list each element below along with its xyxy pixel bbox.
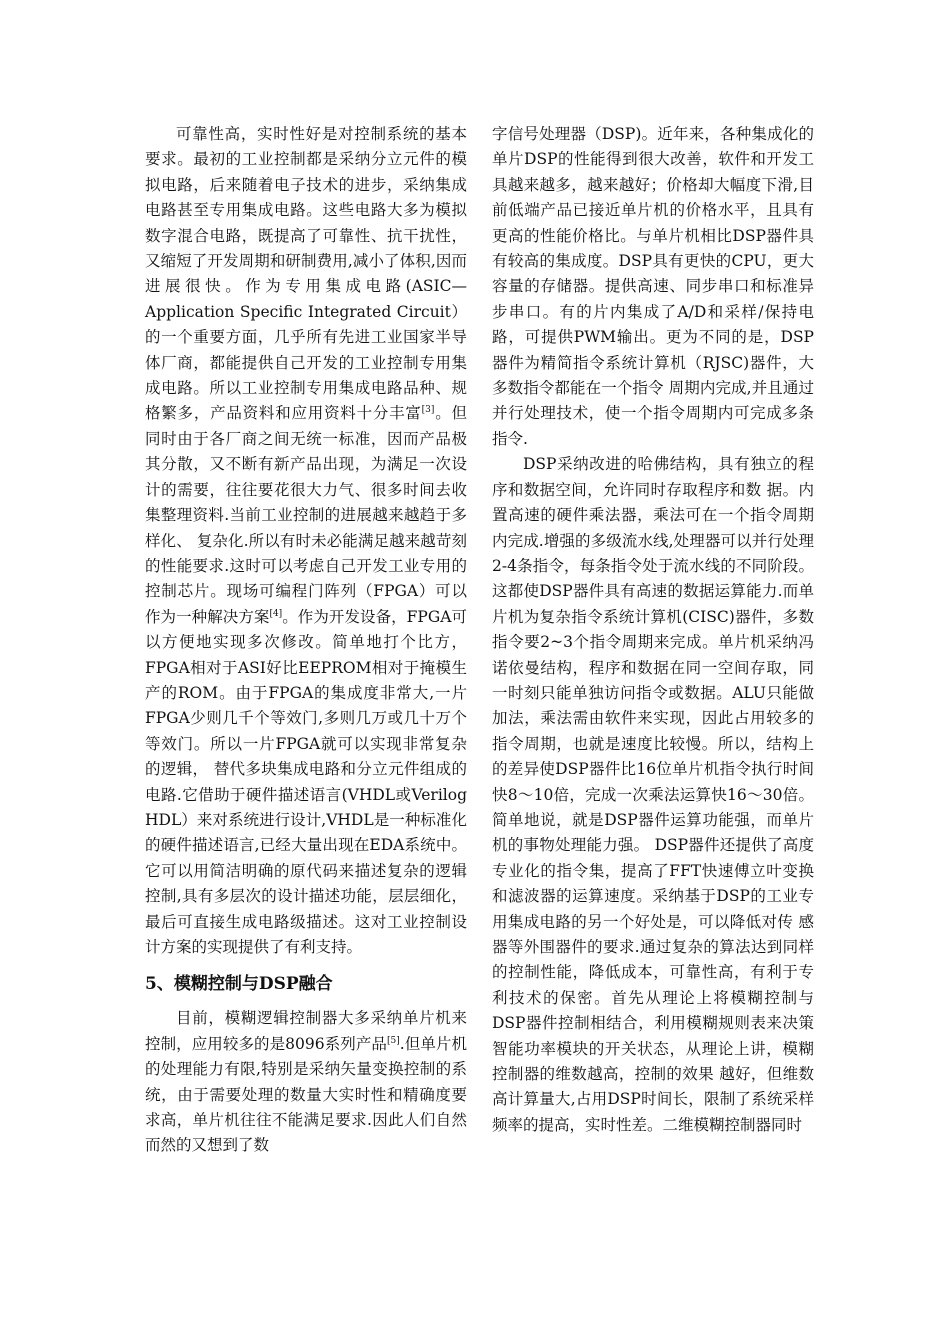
- paragraph-text: 可靠性高，实时性好是对控制系统的基本要求。最初的工业控制都是采纳分立元件的模拟电路，后来随着电子技术的进步，采纳集成电路甚至专用集成电路。这些电路大多为模拟数字混合电路，既提高了可靠性、抗干扰性，又缩短了开发周期和研制费用,减小了体积,因而进展很快。作为专用集成电路(ASIC—Application Specific Integrated Circuit）的一个重要方面，几乎所有先进工业国家半导体厂商，都能提供自己开发的工业控制专用集成电路。所以工业控制专用集成电路品种、规格繁多，产品资料和应用资料十分丰富: [145, 125, 467, 423]
- paragraph-fuzzy-control: [145, 1006, 467, 1158]
- paragraph-fpga: [145, 122, 467, 960]
- section-heading: 5、模糊控制与DSP融合: [145, 974, 333, 995]
- citation-3: [3]: [421, 405, 435, 416]
- citation-5: [5]: [387, 1035, 400, 1046]
- left-column: [145, 122, 467, 1159]
- paragraph-dsp-harvard: DSP采纳改进的哈佛结构，具有独立的程序和数据空间，允许同时存取程序和数 据。内置高速的硬件乘法器，乘法可在一个指令周期内完成.增强的多级流水线,处理器可以并行处理2-4条指令，每条指令处于流水线的不同阶段。这都使DSP器件具有高速的数据运算能力.而单片机为复杂指令系统计算机(CISC)器件，多数指令要2~3个指令周期来完成。单片机采纳冯诺依曼结构，程序和数据在同一空间存取，同一时刻只能单独访问指令或数据。ALU只能做加法，乘法需由软件来实现，因此占用较多的指令周期，也就是速度比较慢。所以，结构上的差异使DSP器件比16位单片机指令执行时间快8～10倍，完成一次乘法运算快16～30倍。简单地说，就是DSP器件运算功能强，而单片机的事物处理能力强。 DSP器件还提供了高度专业化的指令集，提高了FFT快速傅立叶变换和滤波器的运算速度。采纳基于DSP的工业专用集成电路的另一个好处是，可以降低对传 感器等外围器件的要求.通过复杂的算法达到同样的控制性能，降低成本，可靠性高，有利于专利技术的保密。首先从理论上将模糊控制与DSP器件控制相结合，利用模糊规则表来决策智能功率模块的开关状态，从理论上讲，模糊控制器的维数越高，控制的效果 越好，但维数高计算量大,占用DSP时间长，限制了系统采样频率的提高，实时性差。二维模糊控制器同时: [492, 455, 814, 1134]
- citation-4: [4]: [269, 608, 283, 619]
- paragraph-dsp-intro: 字信号处理器（DSP)。近年来，各种集成化的单片DSP的性能得到很大改善，软件和开发工具越来越多，越来越好；价格却大幅度下滑,目前低端产品已接近单片机的价格水平，且具有更高的性能价格比。与单片机相比DSP器件具有较高的集成度。DSP具有更快的CPU，更大容量的存储器。提供高速、同步串口和标准异步串口。有的片内集成了A/D和采样/保持电路，可提供PWM输出。更为不同的是，DSP器件为精简指令系统计算机（RJSC)器件，大多数指令都能在一个指令 周期内完成,并且通过并行处理技术，使一个指令周期内可完成多条指令.: [492, 125, 814, 448]
- paragraph-text: .但单片机的处理能力有限,特别是采纳矢量变换控制的系统，由于需要处理的数量大实时性和精确度要求高，单片机往往不能满足要求.因此人们自然而然的又想到了数: [145, 1034, 467, 1155]
- paragraph-text: 。作为开发设备，FPGA可以方便地实现多次修改。简单地打个比方，FPGA相对于ASI好比EEPROM相对于掩模生产的ROM。由于FPGA的集成度非常大,一片FPGA少则几千个等效门,多则几万或几十万个等效门。所以一片FPGA就可以实现非常复杂的逻辑， 替代多块集成电路和分立元件组成的电路.它借助于硬件描述语言(VHDL或Verilog HDL）来对系统进行设计,VHDL是一种标准化的硬件描述语言,已经大量出现在EDA系统中。它可以用简洁明确的原代码来描述复杂的逻辑控制,具有多层次的设计描述功能，层层细化，最后可直接生成电路级描述。这对工业控制设计方案的实现提供了有利支持。: [145, 607, 467, 956]
- paragraph-text: 。但同时由于各厂商之间无统一标准，因而产品极其分散，又不断有新产品出现，为满足一次设计的需要，往往要花很大力气、很多时间去收集整理资料.当前工业控制的进展越来越趋于多样化、 复杂化.所以有时未必能满足越来越苛刻的性能要求.这时可以考虑自己开发工业专用的控制芯片。现场可编程门阵列（FPGA）可以作为一种解决方案: [145, 404, 467, 626]
- paragraph-text: 目前，模糊逻辑控制器大多采纳单片机来控制，应用较多的是8096系列产品: [145, 1009, 467, 1053]
- right-column: [492, 122, 814, 1138]
